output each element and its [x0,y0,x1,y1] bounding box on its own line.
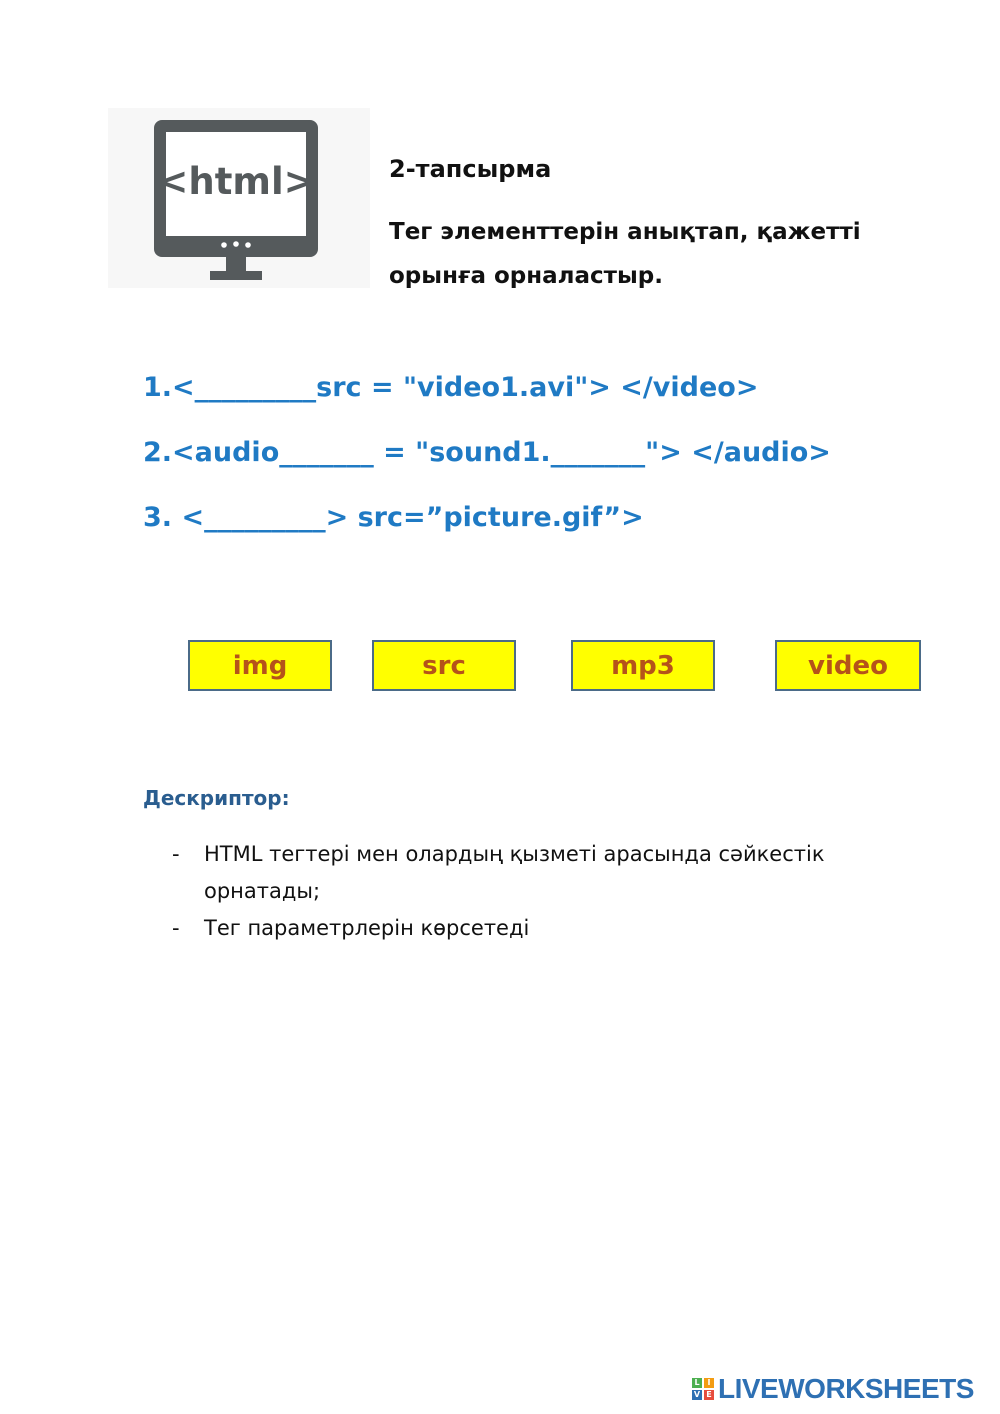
list-dash: - [172,842,180,866]
task-title: 2-тапсырма [389,155,552,183]
descriptor-item-text: HTML тегтері мен олардың қызметі арасында сәйкестік орнатады; [204,842,825,903]
answer-mp3[interactable]: mp3 [571,640,715,691]
logo-letter: E [704,1390,714,1400]
liveworksheets-logo-icon [692,1378,714,1400]
descriptor-item [172,910,872,947]
answer-src[interactable]: src [372,640,516,691]
descriptor-item-text: Тег параметрлерін көрсетеді [204,916,530,940]
answer-video[interactable]: video [775,640,921,691]
liveworksheets-brand[interactable] [692,1373,974,1405]
html-icon-label: <html> [157,160,315,203]
monitor-icon [108,108,370,288]
answer-img[interactable]: img [188,640,332,691]
logo-letter: V [693,1390,701,1399]
task-instruction: Тег элементтерін анықтап, қажетті орынға орналастыр. [389,219,861,289]
exercise-line-1[interactable]: 1.<_________src = "video1.avi"> </video> [143,372,759,403]
descriptor-list [172,836,872,947]
html-monitor-image [108,108,370,288]
list-dash: - [172,916,180,940]
descriptor-heading: Дескриптор: [143,786,290,810]
logo-letter: I [704,1378,714,1388]
exercise-line-2[interactable]: 2.<audio_______ = "sound1._______"> </audio> [143,437,831,468]
brand-name: LIVEWORKSHEETS [718,1373,974,1404]
logo-letter: L [692,1378,702,1388]
descriptor-item [172,836,872,910]
exercise-line-3[interactable]: 3. <_________> src=”picture.gif”> [143,502,644,533]
